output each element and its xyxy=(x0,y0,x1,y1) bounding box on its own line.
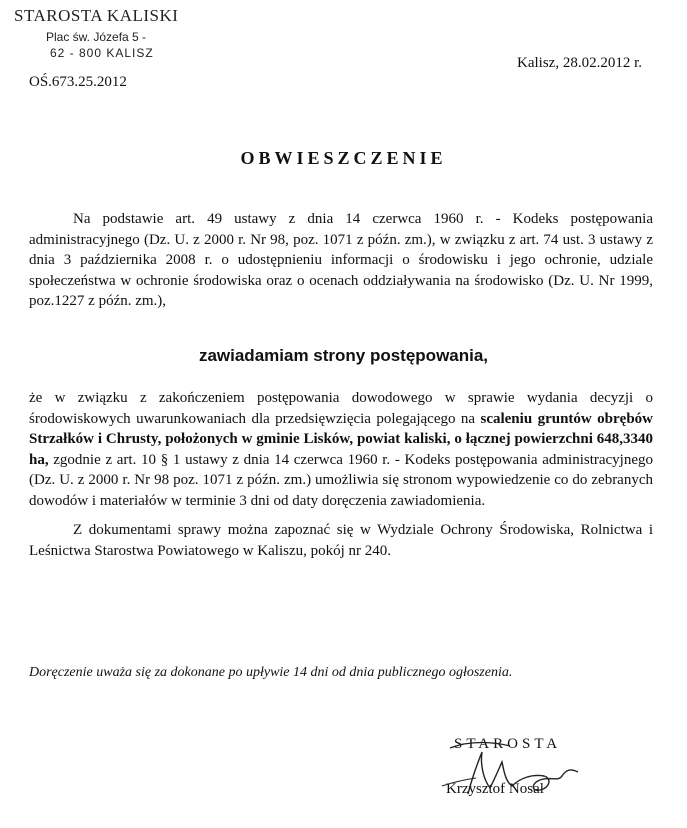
signer-name: Krzysztof Nosal xyxy=(446,781,544,797)
office-stamp xyxy=(14,6,178,60)
stamp-address-line2: 62 - 800 KALISZ xyxy=(50,46,154,60)
notice-text-1: że w związku z zakończeniem postępowania dowodowego w sprawie wydania decyzji o środowiskowych uwarunkowaniach dla przedsięwzięcia polegającego na xyxy=(29,390,653,427)
signer-role: STAROSTA xyxy=(454,736,562,752)
delivery-note: Doręczenie uważa się za dokonane po upływie 14 dni od dnia publicznego ogłoszenia. xyxy=(29,665,513,680)
documents-paragraph: Z dokumentami sprawy można zapoznać się w Wydziale Ochrony Środowiska, Rolnictwa i Leśnictwa Starostwa Powiatowego w Kaliszu, pokój nr 240. xyxy=(29,522,653,559)
reference-number: OŚ.673.25.2012 xyxy=(29,74,127,90)
stamp-address-line1: Plac św. Józefa 5 - xyxy=(46,30,147,44)
signature-block xyxy=(440,736,640,806)
stamp-org: STAROSTA KALISKI xyxy=(14,6,179,25)
dateline: Kalisz, 28.02.2012 r. xyxy=(517,55,642,71)
document-title: OBWIESZCZENIE xyxy=(240,148,447,168)
notice-paragraph xyxy=(29,388,653,511)
notice-text-2: zgodnie z art. 10 § 1 ustawy z dnia 14 czerwca 1960 r. - Kodeks postępowania administracyjnego (Dz. U. z 2000 r. Nr 98 poz. 1071 z późn. zm.) umożliwia się stronom wypowiedzenie co do zebranych dowodów i materiałów w terminie 3 dni od daty doręczenia zawiadomienia. xyxy=(29,451,653,509)
handwritten-signature xyxy=(440,736,640,806)
notice-bold-project: scaleniu gruntów obrębów Strzałków i Chrusty, położonych w gminie Lisków, powiat kaliski, o łącznej powierzchni 648,3340 ha, xyxy=(29,410,653,468)
announcement-heading: zawiadamiam strony postępowania, xyxy=(198,346,489,365)
legal-basis-paragraph: Na podstawie art. 49 ustawy z dnia 14 czerwca 1960 r. - Kodeks postępowania administracyjnego (Dz. U. z 2000 r. Nr 98, poz. 1071 z późn. zm.), w związku z art. 74 ust. 3 ustawy z dnia 3 października 2008 r. o udostępnieniu informacji o środowisku i jego ochronie, udziale społeczeństwa w ochronie środowiska oraz o ocenach oddziaływania na środowisko (Dz. U. Nr 1999, poz.1227 z późn. zm.), xyxy=(29,211,653,309)
